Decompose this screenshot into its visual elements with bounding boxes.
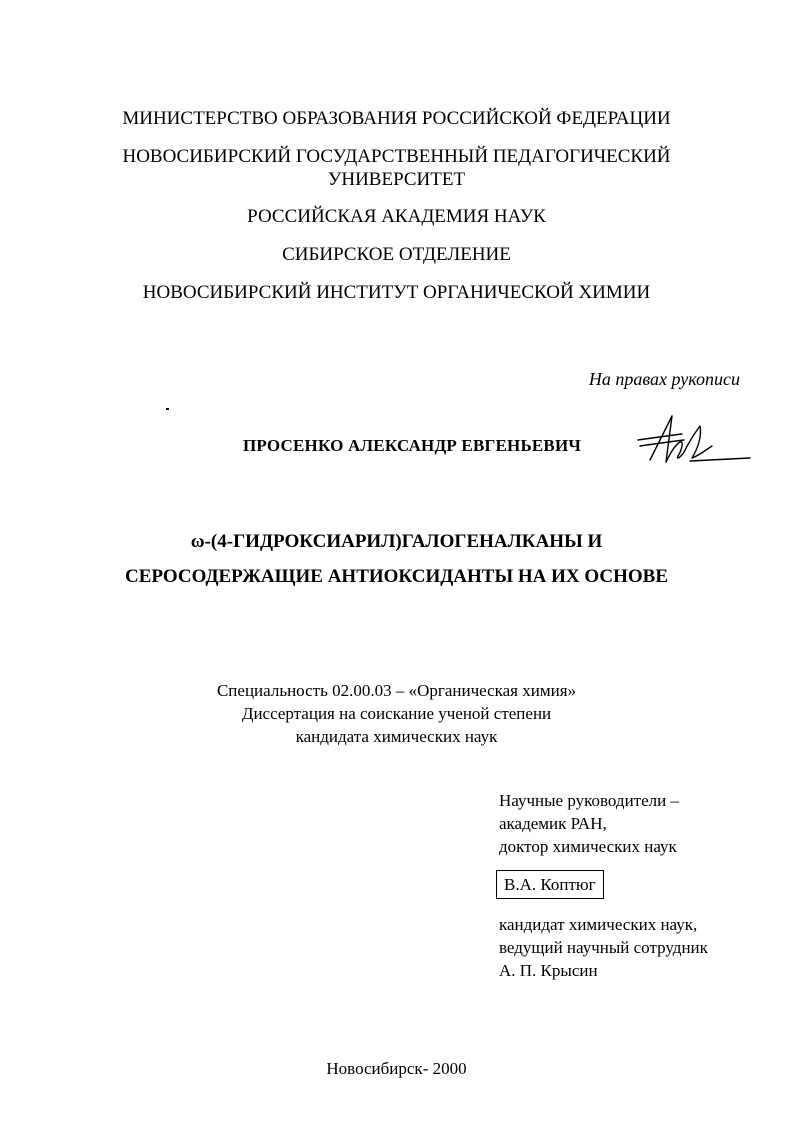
ministry-heading: МИНИСТЕРСТВО ОБРАЗОВАНИЯ РОССИЙСКОЙ ФЕДЕРАЦИИ — [122, 108, 671, 129]
institute-heading: НОВОСИБИРСКИЙ ИНСТИТУТ ОРГАНИЧЕСКОЙ ХИМИИ — [142, 282, 651, 303]
university-heading-line1: НОВОСИБИРСКИЙ ГОСУДАРСТВЕННЫЙ ПЕДАГОГИЧЕСКИЙ — [122, 146, 671, 167]
degree-line: кандидата химических наук — [295, 727, 498, 746]
advisor1-title: академик РАН, — [499, 814, 607, 833]
advisor2-name: А. П. Крысин — [499, 961, 598, 980]
thesis-title-line1: ω-(4-ГИДРОКСИАРИЛ)ГАЛОГЕНАЛКАНЫ И — [190, 531, 603, 552]
advisor1-name: В.А. Коптюг — [496, 870, 604, 899]
specialty-line: Специальность 02.00.03 – «Органическая химия» — [216, 681, 577, 700]
signature-image — [628, 410, 753, 470]
branch-heading: СИБИРСКОЕ ОТДЕЛЕНИЕ — [282, 244, 511, 265]
manuscript-note: На правах рукописи — [588, 369, 740, 389]
advisors-heading: Научные руководители – — [499, 791, 679, 810]
city-year: Новосибирск- 2000 — [326, 1059, 467, 1078]
advisor2-degree: кандидат химических наук, — [499, 915, 698, 934]
university-heading-line2: УНИВЕРСИТЕТ — [327, 169, 466, 190]
dissertation-line: Диссертация на соискание ученой степени — [241, 704, 552, 723]
advisor2-position: ведущий научный сотрудник — [499, 938, 708, 957]
advisor1-name-box — [496, 870, 604, 899]
thesis-title-line2: СЕРОСОДЕРЖАЩИЕ АНТИОКСИДАНТЫ НА ИХ ОСНОВЕ — [124, 566, 669, 587]
academy-heading: РОССИЙСКАЯ АКАДЕМИЯ НАУК — [247, 206, 546, 227]
stray-mark — [166, 408, 169, 410]
author-name: ПРОСЕНКО АЛЕКСАНДР ЕВГЕНЬЕВИЧ — [243, 436, 582, 455]
advisor1-degree: доктор химических наук — [499, 837, 677, 856]
